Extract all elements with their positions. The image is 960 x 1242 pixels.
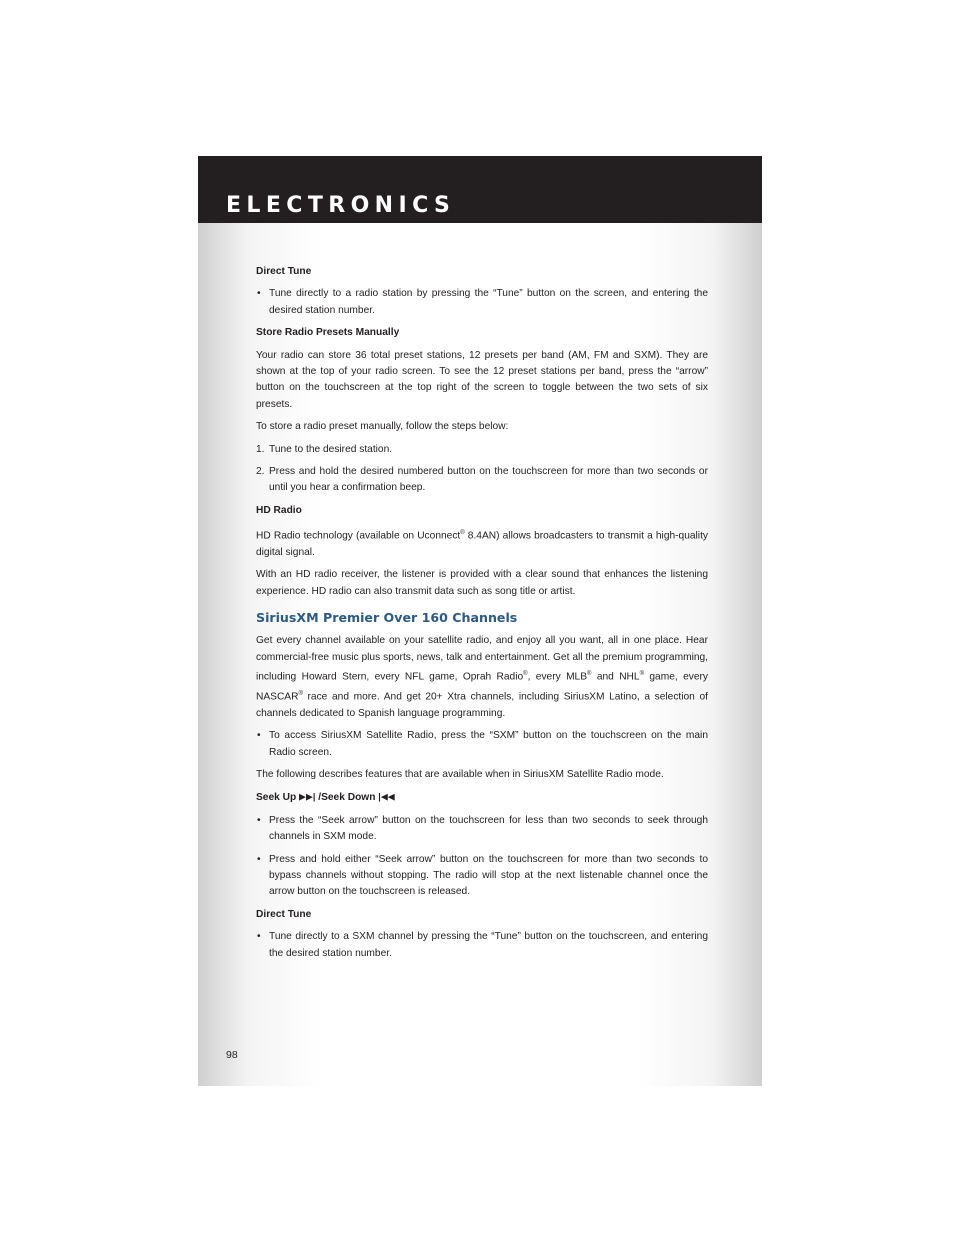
heading-hd-radio: HD Radio <box>256 504 302 516</box>
step-item: 1. Tune to the desired station. <box>256 443 393 455</box>
step-item: 2. Press and hold the desired numbered button on the touchscreen for more than two seconds or until you hear a confirmation beep. <box>256 466 708 494</box>
features-intro: The following describes features that are available when in SiriusXM Satellite Radio mode. <box>256 768 664 780</box>
hd-paragraph-1: HD Radio technology (available on Uconnect® 8.4AN) allows broadcasters to transmit a high-quality digital signal. <box>256 530 708 559</box>
list-item: • Press and hold either “Seek arrow” button on the touchscreen for more than two seconds to bypass channels without stopping. The radio will stop at the next listenable channel once the arrow button on the touchscreen is released. <box>257 853 708 898</box>
heading-direct-tune-sxm: Direct Tune <box>256 908 312 920</box>
presets-intro: To store a radio preset manually, follow the steps below: <box>256 421 509 433</box>
section-heading-siriusxm: SiriusXM Premier Over 160 Channels <box>256 610 518 626</box>
list-item: • Press the “Seek arrow” button on the touchscreen for less than two seconds to seek through channels in SXM mode. <box>257 814 708 843</box>
bullet-icon: • <box>257 730 261 742</box>
heading-store-presets: Store Radio Presets Manually <box>256 327 400 339</box>
seek-down-icon: |◀◀ <box>378 791 395 802</box>
section-title: ELECTRONICS <box>226 193 456 218</box>
list-item: • To access SiriusXM Satellite Radio, press the “SXM” button on the touchscreen on the main Radio screen. <box>257 730 708 758</box>
hd-paragraph-2: With an HD radio receiver, the listener is provided with a clear sound that enhances the listening experience. HD radio can also transmit data such as song title or artist. <box>256 569 708 597</box>
bullet-icon: • <box>257 853 261 865</box>
heading-seek: Seek Up ▶▶| /Seek Down |◀◀ <box>256 789 708 806</box>
page-content <box>256 264 708 968</box>
bullet-icon: • <box>257 931 261 943</box>
list-item: • Tune directly to a radio station by pressing the “Tune” button on the screen, and entering the desired station number. <box>257 288 708 316</box>
page-number: 98 <box>226 1049 238 1061</box>
seek-up-icon: ▶▶| <box>299 791 316 802</box>
manual-page <box>198 156 762 1086</box>
bullet-icon: • <box>257 814 261 826</box>
heading-direct-tune: Direct Tune <box>256 266 312 277</box>
bullet-icon: • <box>257 288 261 300</box>
section-banner <box>198 156 762 223</box>
presets-paragraph: Your radio can store 36 total preset stations, 12 presets per band (AM, FM and SXM). They are shown at the top of your radio screen. To see the 12 preset stations per band, press the “arrow” button on the touchscreen at the top right of the screen to toggle between the two sets of six presets. <box>256 349 708 410</box>
siriusxm-paragraph: Get every channel available on your satellite radio, and enjoy all you want, all in one place. Hear commercial-free music plus sports, news, talk and entertainment. Get all the premium programming, including Howard Stern, every NFL game, Oprah Radio®, every MLB® and NHL® game, every NASCAR® race and more. And get 20+ Xtra channels, including SiriusXM Latino, a selection of channels dedicated to Spanish language programming. <box>256 635 708 719</box>
list-item: • Tune directly to a SXM channel by pressing the “Tune” button on the touchscreen, and entering the desired station number. <box>257 931 708 959</box>
